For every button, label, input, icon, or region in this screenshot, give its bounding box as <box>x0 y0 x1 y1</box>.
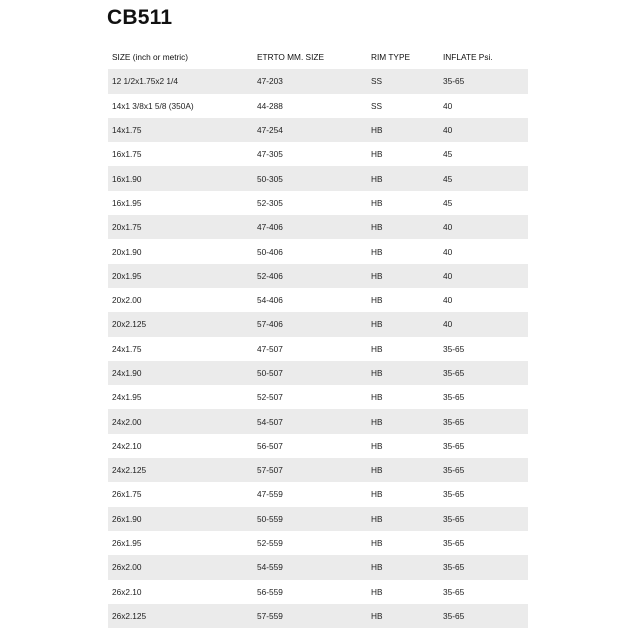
table-row <box>108 337 528 361</box>
cell-inflate: 35-65 <box>443 465 465 476</box>
cell-inflate: 40 <box>443 100 453 111</box>
cell-rim-type: HB <box>371 392 383 403</box>
cell-inflate: 40 <box>443 246 453 257</box>
cell-rim-type: HB <box>371 343 383 354</box>
table-row <box>108 288 528 312</box>
table-row <box>108 361 528 385</box>
cell-inflate: 35-65 <box>443 513 465 524</box>
cell-etrto: 54-559 <box>257 562 283 573</box>
cell-etrto: 52-305 <box>257 197 283 208</box>
cell-etrto: 56-507 <box>257 440 283 451</box>
spec-table <box>108 45 528 628</box>
cell-etrto: 47-507 <box>257 343 283 354</box>
cell-inflate: 35-65 <box>443 416 465 427</box>
table-row <box>108 434 528 458</box>
cell-rim-type: HB <box>371 222 383 233</box>
table-body <box>108 69 528 628</box>
cell-rim-type: HB <box>371 246 383 257</box>
table-row <box>108 385 528 409</box>
cell-rim-type: HB <box>371 125 383 136</box>
cell-inflate: 45 <box>443 149 453 160</box>
cell-size: 16x1.90 <box>112 173 142 184</box>
cell-inflate: 40 <box>443 222 453 233</box>
cell-size: 14x1 3/8x1 5/8 (350A) <box>112 100 194 111</box>
cell-etrto: 50-406 <box>257 246 283 257</box>
cell-size: 24x1.75 <box>112 343 142 354</box>
cell-inflate: 35-65 <box>443 610 465 621</box>
table-row <box>108 239 528 263</box>
cell-inflate: 40 <box>443 295 453 306</box>
table-row <box>108 312 528 336</box>
cell-size: 26x1.75 <box>112 489 142 500</box>
cell-size: 26x2.125 <box>112 610 147 621</box>
cell-rim-type: HB <box>371 440 383 451</box>
cell-etrto: 44-288 <box>257 100 283 111</box>
cell-rim-type: HB <box>371 368 383 378</box>
cell-rim-type: SS <box>371 100 383 111</box>
cell-etrto: 47-254 <box>257 125 283 136</box>
table-row <box>108 142 528 166</box>
cell-inflate: 45 <box>443 197 453 208</box>
cell-inflate: 35-65 <box>443 489 465 500</box>
cell-size: 26x2.00 <box>112 562 142 573</box>
cell-etrto: 50-305 <box>257 173 283 184</box>
cell-size: 26x1.95 <box>112 538 142 549</box>
cell-inflate: 40 <box>443 270 453 281</box>
cell-size: 16x1.95 <box>112 197 142 208</box>
cell-etrto: 50-507 <box>257 368 283 378</box>
cell-inflate: 35-65 <box>443 586 465 597</box>
cell-inflate: 35-65 <box>443 538 465 549</box>
cell-size: 20x2.00 <box>112 295 142 306</box>
cell-rim-type: HB <box>371 513 383 524</box>
cell-size: 16x1.75 <box>112 149 142 160</box>
cell-etrto: 47-203 <box>257 76 283 87</box>
cell-inflate: 35-65 <box>443 76 465 87</box>
cell-inflate: 35-65 <box>443 562 465 573</box>
cell-inflate: 35-65 <box>443 343 465 354</box>
cell-size: 24x2.10 <box>112 440 142 451</box>
cell-rim-type: HB <box>371 173 383 184</box>
cell-etrto: 52-507 <box>257 392 283 403</box>
table-row <box>108 580 528 604</box>
table-row <box>108 166 528 190</box>
header-inflate: INFLATE Psi. <box>443 52 493 63</box>
table-row <box>108 482 528 506</box>
table-row <box>108 409 528 433</box>
cell-etrto: 54-406 <box>257 295 283 306</box>
cell-rim-type: HB <box>371 416 383 427</box>
header-etrto: ETRTO MM. SIZE <box>257 52 324 63</box>
table-row <box>108 604 528 628</box>
cell-etrto: 47-305 <box>257 149 283 160</box>
cell-etrto: 52-406 <box>257 270 283 281</box>
cell-rim-type: HB <box>371 295 383 306</box>
table-row <box>108 191 528 215</box>
cell-inflate: 40 <box>443 319 453 330</box>
cell-size: 12 1/2x1.75x2 1/4 <box>112 76 178 87</box>
cell-size: 26x1.90 <box>112 513 142 524</box>
cell-inflate: 35-65 <box>443 440 465 451</box>
cell-rim-type: HB <box>371 465 383 476</box>
cell-rim-type: SS <box>371 76 383 87</box>
table-row <box>108 118 528 142</box>
table-row <box>108 507 528 531</box>
table-row <box>108 94 528 118</box>
cell-size: 20x1.75 <box>112 222 142 233</box>
cell-inflate: 35-65 <box>443 368 465 378</box>
cell-rim-type: HB <box>371 270 383 281</box>
cell-size: 20x2.125 <box>112 319 147 330</box>
cell-etrto: 47-406 <box>257 222 283 233</box>
cell-size: 24x1.95 <box>112 392 142 403</box>
cell-rim-type: HB <box>371 538 383 549</box>
cell-rim-type: HB <box>371 149 383 160</box>
header-size: SIZE (inch or metric) <box>112 52 189 63</box>
cell-inflate: 40 <box>443 125 453 136</box>
cell-rim-type: HB <box>371 197 383 208</box>
table-row <box>108 69 528 93</box>
cell-size: 24x1.90 <box>112 368 142 378</box>
cell-rim-type: HB <box>371 610 383 621</box>
page-title: CB511 <box>107 6 173 29</box>
cell-rim-type: HB <box>371 586 383 597</box>
cell-etrto: 57-559 <box>257 610 283 621</box>
cell-etrto: 57-406 <box>257 319 283 330</box>
cell-etrto: 47-559 <box>257 489 283 500</box>
cell-size: 26x2.10 <box>112 586 142 597</box>
cell-size: 24x2.00 <box>112 416 142 427</box>
table-row <box>108 264 528 288</box>
table-row <box>108 531 528 555</box>
cell-size: 24x2.125 <box>112 465 147 476</box>
table-row <box>108 458 528 482</box>
cell-etrto: 54-507 <box>257 416 283 427</box>
cell-etrto: 52-559 <box>257 538 283 549</box>
cell-rim-type: HB <box>371 319 383 330</box>
cell-rim-type: HB <box>371 562 383 573</box>
cell-etrto: 56-559 <box>257 586 283 597</box>
cell-size: 20x1.90 <box>112 246 142 257</box>
table-row <box>108 215 528 239</box>
cell-size: 14x1.75 <box>112 125 142 136</box>
table-row <box>108 555 528 579</box>
header-rim-type: RIM TYPE <box>371 52 411 63</box>
table-header-row <box>108 45 528 69</box>
cell-etrto: 50-559 <box>257 513 283 524</box>
cell-size: 20x1.95 <box>112 270 142 281</box>
cell-inflate: 35-65 <box>443 392 465 403</box>
cell-inflate: 45 <box>443 173 453 184</box>
cell-rim-type: HB <box>371 489 383 500</box>
cell-etrto: 57-507 <box>257 465 283 476</box>
